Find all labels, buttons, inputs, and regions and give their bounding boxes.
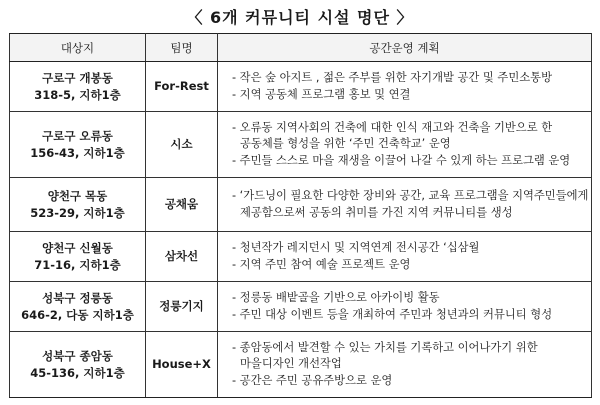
- team-cell: House+X: [146, 332, 218, 398]
- table-row: [10, 178, 592, 232]
- location-district: 양천구 신월동: [42, 240, 113, 255]
- location-district: 성북구 종암동: [42, 348, 113, 363]
- facility-table: [9, 33, 592, 398]
- plan-line: - ‘가드닝이 필요한 다양한 장비와 공간, 교육 프로그램을 지역주민들에게: [232, 189, 589, 203]
- plan-cell: [218, 282, 592, 332]
- plan-line: - 청년작가 레지던시 및 지역연계 전시공간 ‘십삼월: [232, 241, 480, 255]
- location-address: 156-43, 지하1층: [30, 145, 125, 160]
- plan-line: - 지역 주민 참여 예술 프로젝트 운영: [232, 257, 411, 271]
- location-district: 성북구 정릉동: [42, 290, 113, 305]
- location-cell: [10, 282, 146, 332]
- table-row: [10, 112, 592, 178]
- location-district: 양천구 목동: [47, 188, 108, 203]
- plan-line: - 종암동에서 발견할 수 있는 가치를 기록하고 이어나가기 위한: [232, 340, 538, 354]
- location-address: 523-29, 지하1층: [30, 205, 125, 220]
- plan-cell: [218, 232, 592, 282]
- team-cell: 시소: [146, 112, 218, 178]
- document-title: 〈 6개 커뮤니티 시설 명단 〉: [186, 8, 414, 27]
- plan-cell: [218, 332, 592, 398]
- location-cell: [10, 232, 146, 282]
- plan-line: - 오류동 지역사회의 건축에 대한 인식 재고와 건축을 기반으로 한: [232, 120, 553, 134]
- team-cell: 공채움: [146, 178, 218, 232]
- header-team: 팀명: [146, 34, 218, 62]
- location-address: 45-136, 지하1층: [30, 365, 125, 380]
- plan-line: - 지역 공동체 프로그램 홍보 및 연결: [232, 87, 411, 101]
- location-district: 구로구 오류동: [42, 128, 113, 143]
- location-district: 구로구 개봉동: [42, 70, 113, 85]
- plan-line: 마을디자인 개선작업: [240, 357, 342, 371]
- plan-line: - 정릉동 배밭골을 기반으로 아카이빙 활동: [232, 291, 440, 305]
- table-row: [10, 232, 592, 282]
- table-header-row: [10, 34, 592, 62]
- location-cell: [10, 178, 146, 232]
- location-cell: [10, 62, 146, 112]
- plan-line: - 작은 숲 아지트 , 젊은 주부를 위한 자기개발 공간 및 주민소통방: [232, 71, 552, 85]
- table-row: [10, 282, 592, 332]
- plan-cell: [218, 112, 592, 178]
- location-address: 71-16, 지하1층: [34, 257, 121, 272]
- header-location: 대상지: [10, 34, 146, 62]
- plan-line: - 공간은 주민 공유주방으로 운영: [232, 373, 393, 387]
- location-cell: [10, 332, 146, 398]
- plan-cell: [218, 178, 592, 232]
- header-plan: 공간운영 계획: [218, 34, 592, 62]
- plan-line: 제공함으로써 공동의 취미를 가진 지역 커뮤니티를 생성: [240, 205, 513, 219]
- team-cell: For-Rest: [146, 62, 218, 112]
- table-row: [10, 332, 592, 398]
- plan-line: - 주민 대상 이벤트 등을 개최하여 주민과 청년과의 커뮤니티 형성: [232, 307, 553, 321]
- location-address: 646-2, 다동 지하1층: [21, 307, 134, 322]
- plan-line: 공동체를 형성을 위한 ‘주민 건축학교’ 운영: [240, 137, 451, 151]
- plan-cell: [218, 62, 592, 112]
- table-row: [10, 62, 592, 112]
- team-cell: 정릉기지: [146, 282, 218, 332]
- location-cell: [10, 112, 146, 178]
- location-address: 318-5, 지하1층: [34, 87, 121, 102]
- team-cell: 삼차선: [146, 232, 218, 282]
- plan-line: - 주민들 스스로 마을 재생을 이끌어 나갈 수 있게 하는 프로그램 운영: [232, 153, 571, 167]
